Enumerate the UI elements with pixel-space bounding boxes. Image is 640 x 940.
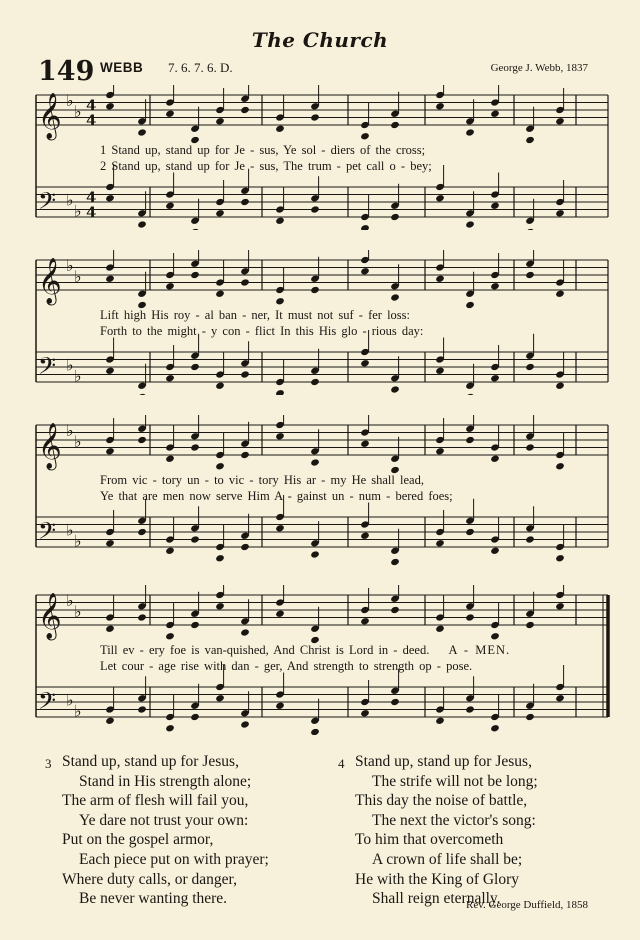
note-head [435,447,445,455]
note-head [360,709,370,717]
note-head [105,539,115,547]
note-head [240,543,250,551]
note-head [525,271,535,279]
lyric-line-verse-1: From vic - tory un - to vic - tory His ar - my He shall lead, [100,473,424,487]
verse-line: Where duty calls, or danger, [62,870,237,888]
note-head [310,378,320,386]
note-head [490,724,500,732]
note-head [137,528,147,536]
time-signature: 4 [86,188,97,207]
note-head [310,458,320,466]
flat-icon: ♭ [66,90,74,110]
treble-clef-icon: 𝄞 [38,258,62,304]
note-head [240,278,250,286]
note-head [215,694,225,702]
note-head [490,110,500,118]
treble-clef-icon: 𝄞 [38,593,62,639]
note-head [137,705,147,713]
note-head [190,443,200,451]
note-head [190,535,200,543]
note-head [105,625,115,633]
note-head [190,363,200,371]
flat-icon: ♭ [74,366,82,386]
lyric-text: Till ev - ery foe is van-quished, And Christ is Lord in - deed. [100,643,430,657]
note-head [137,613,147,621]
flat-icon: ♭ [74,701,82,721]
verse-line: A crown of life shall be; [372,850,523,868]
verse-line: This day the noise of battle, [355,792,528,810]
note-head [275,702,285,710]
flat-icon: ♭ [66,590,74,610]
note-head [435,539,445,547]
note-head [275,432,285,440]
flat-icon: ♭ [66,255,74,275]
music-system-3 [30,415,612,570]
lyric-line-verse-2: 2 Stand up, stand up for Je - sus, The trum - pet call o - bey; [100,159,432,173]
verse-line: Shall reign eternally. [372,890,501,908]
note-head [465,128,475,136]
note-head [190,228,200,230]
verse-line: Each piece put on with prayer; [79,850,269,868]
note-head [165,547,175,555]
lyric-line-verse-2: Forth to the might - y con - flict In this His glo - rious day: [100,324,424,338]
time-signature: 4 [86,96,97,115]
note-head [137,436,147,444]
note-head [275,297,285,305]
time-signature: 4 [86,203,97,222]
note-head [555,602,565,610]
flat-icon: ♭ [66,420,74,440]
note-head [165,455,175,463]
verse-line: Stand up, stand up for Jesus, [355,753,532,770]
note-head [390,606,400,614]
note-head [435,102,445,110]
note-head [525,535,535,543]
note-head [435,625,445,633]
note-head [555,290,565,298]
note-head [490,632,500,640]
bass-clef-icon: 𝄢 [38,687,57,720]
note-head [555,462,565,470]
note-head [165,374,175,382]
verse-line: Be never wanting there. [79,890,228,908]
note-head [137,128,147,136]
amen-text: A - MEN. [448,643,511,657]
note-head [275,217,285,225]
note-head [215,554,225,562]
meter: 7. 6. 7. 6. D. [168,60,233,75]
note-head [275,125,285,133]
note-head [190,271,200,279]
verse-number: 4 [338,756,345,771]
note-head [215,290,225,298]
lyric-line-verse-1 [100,643,620,658]
note-head [240,198,250,206]
lyric-line-verse-2: Ye that are men now serve Him A - gainst un - num - bered foes; [100,489,453,503]
note-head [310,286,320,294]
author-credit: Rev. George Duffield, 1858 [466,899,588,911]
flat-icon: ♭ [66,355,74,375]
note-head [555,554,565,562]
note-head [435,194,445,202]
note-head [390,385,400,393]
note-head [165,632,175,640]
note-head [360,359,370,367]
note-head [525,621,535,629]
note-head [105,367,115,375]
note-head [555,209,565,217]
verse-line: The strife will not be long; [372,772,538,790]
note-head [360,440,370,448]
verse-line: Put on the gospel armor, [62,831,214,849]
note-head [240,451,250,459]
note-head [465,705,475,713]
music-system-4 [30,585,612,735]
verse-line: He with the King of Glory [355,870,520,888]
note-head [215,382,225,390]
verse-line: The arm of flesh will fail you, [62,792,249,810]
time-signature: 4 [86,111,97,130]
flat-icon: ♭ [66,690,74,710]
note-head [490,455,500,463]
note-head [310,113,320,121]
section-title: The Church [251,28,389,52]
note-head [310,728,320,735]
note-head [360,132,370,140]
note-head [390,293,400,301]
note-head [105,717,115,725]
note-head [555,694,565,702]
note-head [310,550,320,558]
note-head [555,117,565,125]
flat-icon: ♭ [74,201,82,221]
bass-clef-icon: 𝄢 [38,517,57,550]
verse-line: The next the victor's song: [372,811,536,829]
note-head [555,382,565,390]
music-system-2 [30,250,612,395]
note-head [435,717,445,725]
note-head [390,121,400,129]
verse-line: Stand up, stand up for Jesus, [62,753,239,770]
note-head [105,194,115,202]
note-head [105,447,115,455]
note-head [465,220,475,228]
note-head [525,363,535,371]
note-head [360,617,370,625]
note-head [525,228,535,230]
flat-icon: ♭ [74,102,82,121]
verse-3 [45,752,269,909]
treble-clef-icon: 𝄞 [38,93,62,139]
treble-clef-icon: 𝄞 [38,423,62,469]
verse-4 [338,752,538,909]
lyric-line-verse-2: Let cour - age rise with dan - ger, And strength to strength op - pose. [100,659,473,673]
bass-clef-icon: 𝄢 [38,352,57,385]
note-head [190,713,200,721]
note-head [525,713,535,721]
flat-icon: ♭ [74,432,82,451]
verse-number: 3 [45,756,52,771]
bass-clef-icon: 𝄢 [38,187,57,220]
note-head [435,367,445,375]
lyric-line-verse-1: 1 Stand up, stand up for Je - sus, Ye sol - diers of the cross; [100,143,426,157]
note-head [360,267,370,275]
flat-icon: ♭ [66,520,74,540]
note-head [215,462,225,470]
note-head [240,720,250,728]
note-head [137,393,147,395]
flat-icon: ♭ [66,190,74,210]
composer-credit: George J. Webb, 1837 [490,62,588,74]
note-head [137,220,147,228]
note-head [490,282,500,290]
flat-icon: ♭ [74,602,82,621]
note-head [490,202,500,210]
note-head [490,374,500,382]
verse-line: To him that overcometh [355,831,504,849]
note-head [240,370,250,378]
note-head [165,110,175,118]
note-head [105,102,115,110]
note-head [275,610,285,618]
note-head [240,106,250,114]
hymn-number: 149 [38,56,95,87]
note-head [240,628,250,636]
note-head [310,205,320,213]
note-head [190,621,200,629]
flat-icon: ♭ [74,531,82,551]
note-head [465,436,475,444]
note-head [390,213,400,221]
verse-line: Stand in His strength alone; [79,772,252,790]
note-head [275,389,285,395]
note-head [360,532,370,540]
note-head [360,224,370,230]
note-head [215,602,225,610]
tune-name: WEBB [100,60,144,75]
note-head [525,443,535,451]
note-head [165,202,175,210]
note-head [275,524,285,532]
lyric-line-verse-1: Lift high His roy - al ban - ner, It must not suf - fer loss: [100,308,411,322]
note-head [465,528,475,536]
note-head [465,613,475,621]
verse-line: Ye dare not trust your own: [79,811,249,829]
note-head [390,558,400,566]
music-system-1 [30,85,612,230]
note-head [165,282,175,290]
note-head [390,698,400,706]
flat-icon: ♭ [74,267,82,286]
note-head [105,275,115,283]
note-head [215,117,225,125]
note-head [435,275,445,283]
note-head [215,209,225,217]
note-head [490,547,500,555]
note-head [165,724,175,732]
note-head [465,393,475,395]
